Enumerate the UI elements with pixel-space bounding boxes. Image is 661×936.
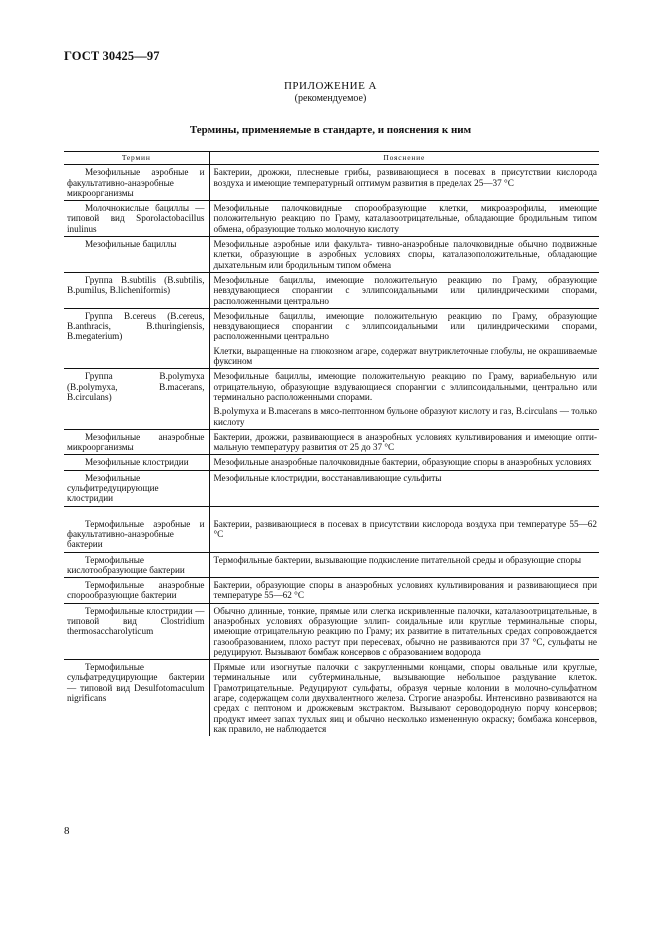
table-row: [64, 455, 599, 470]
terms-table: [64, 151, 599, 736]
explanation-cell: Прямые или изогнутые палочки с закругленными концами, споры овальные или круглые, терминальные или субтерминальные, вызывающие небольшое раздувание клеток. Грамотрицательные. Редуцируют сульфаты, образуя черные колонии в молочно-сульфатном агаре, содержащем соли двухвалентного железа. Строгие анаэробы. Интенсивно развиваются на средах с пептоном и дрожжевым экстрактом. Вызывают сероводородную порчу консервов; продукт имеет запах тухлых яиц и обычно несколько измененную окраску; бомбажа консервов, как правило, не наблюдается: [209, 660, 599, 737]
table-row: [64, 237, 599, 273]
explanation-cell: Мезофильные палочковидные спорообразующие клетки, микроаэрофилы, имеющие положительную реакцию по Граму, каталазоотрицательные, обладающие бродильным типом обмена, образующие только молочную кислоту: [209, 201, 599, 237]
term-cell: [64, 404, 209, 429]
explanation-cell: Клетки, выращенные на глюкозном агаре, содержат внутриклеточные глобулы, не окрашиваемые фуксином: [213, 345, 597, 367]
explanation-cell: Мезофильные аэробные или факульта- тивно-анаэробные палочковидные обычно подвижные клетки, образующие в аэробных условиях споры, каталазоположительные, обладающие дыхательным или бродильным типом обмена: [209, 237, 599, 273]
table-body: [64, 165, 599, 736]
page-number: 8: [64, 825, 70, 837]
explanation-cell: Мезофильные анаэробные палочковидные бактерии, образующие споры в анаэробных условиях: [209, 455, 599, 470]
term-cell: Мезофильные сульфитредуцирующие клостридии: [64, 470, 209, 506]
explanation-cell: Бактерии, образующие споры в анаэробных условиях культивирования и развивающиеся при температуре 55—62 °С: [209, 578, 599, 604]
table-row: [64, 308, 599, 343]
table-row: [64, 344, 599, 369]
term-cell: Термофильные анаэробные спорообразующие бактерии: [64, 578, 209, 604]
term-cell: Группа B.polymyxa (B.polymyxa, B.macerans, B.circulans): [64, 369, 209, 404]
table-row: [64, 506, 599, 552]
annex-title: ПРИЛОЖЕНИЕ А: [283, 80, 377, 92]
explanation-cell: Обычно длинные, тонкие, прямые или слегка искривленные палочки, каталазоотрицательные, в анаэробных условиях образующие эллип- соидальные или круглые терминальные споры, имеющие отрицательную реакцию по Граму; их развитие в питательных средах сопровождается газообразованием, плохо растут при пересевах, обычно не развиваются при 37 °С, сульфаты не редуцируют. Вызывают бомбаж консервов с образованием водорода: [209, 603, 599, 659]
term-cell: Мезофильные анаэробные микроорганизмы: [64, 429, 209, 455]
term-cell: Мезофильные клостридии: [64, 455, 209, 470]
explanation-cell: Мезофильные клостридии, восстанавливающие сульфиты: [209, 470, 599, 506]
table-row: [64, 429, 599, 455]
annex-subtitle: (рекомендуемое): [294, 93, 367, 104]
table-row: [64, 470, 599, 506]
table-row: [64, 272, 599, 308]
term-cell: Группа B.cereus (B.cereus, B.anthracis, B.thuringiensis, B.megaterium): [64, 308, 209, 343]
table-title: Термины, применяемые в стандарте, и пояснения к ним: [189, 124, 472, 136]
standard-code: ГОСТ 30425—97: [64, 49, 160, 63]
table-row: [64, 578, 599, 604]
term-cell: Мезофильные бациллы: [64, 237, 209, 273]
explanation-cell: Мезофильные бациллы, имеющие положительную реакцию по Граму, образующие невздувающиеся спорангии с эллипсоидальными или цилиндрическими спорами, расположенными центрально: [209, 308, 599, 343]
column-header-explanation: Пояснение: [209, 152, 599, 165]
term-cell: Термофильные аэробные и факультативно-анаэробные бактерии: [64, 506, 209, 552]
term-cell: [64, 344, 209, 369]
term-cell: Термофильные кислотообразующие бактерии: [64, 552, 209, 578]
explanation-cell: Термофильные бактерии, вызывающие подкисление питательной среды и образующие споры: [209, 552, 599, 578]
explanation-cell: Бактерии, дрожжи, развивающиеся в анаэробных условиях культивирования и имеющие опти- мальную температуру развития от 25 до 37 °С: [209, 429, 599, 455]
explanation-cell: Бактерии, дрожжи, плесневые грибы, развивающиеся в посевах в присутствии кислорода воздуха и имеющие температурный оптимум развития в пределах 25—37 °С: [209, 165, 599, 201]
column-header-term: Термин: [64, 152, 209, 165]
table-row: [64, 165, 599, 201]
explanation-cell: Мезофильные бациллы, имеющие положительную реакцию по Граму, вариабельную или отрицательную, образующие вздувающиеся спорангии с эллипсоидальными, центрально или терминально расположенными спорами.: [209, 369, 599, 404]
term-cell: Группа B.subtilis (B.subtilis, B.pumilus, B.licheniformis): [64, 272, 209, 308]
table-row: [64, 552, 599, 578]
term-cell: Молочнокислые бациллы — типовой вид Sporolactobacillus inulinus: [64, 201, 209, 237]
term-cell: Термофильные сульфатредуцирующие бактерии — типовой вид Desulfotomaculum nigrificans: [64, 660, 209, 737]
term-cell: Термофильные клостридии — типовой вид Clostridium thermosaccharolyticum: [64, 603, 209, 659]
explanation-cell: B.polymyxa и B.macerans в мясо-пептонном бульоне образуют кислоту и газ, B.circulans — только кислоту: [213, 406, 597, 427]
table-row: [64, 369, 599, 404]
explanation-cell: Мезофильные бациллы, имеющие положительную реакцию по Граму, образующие невздувающиеся спорангии с эллипсоидальными или цилиндрическими спорами, расположенными центрально: [209, 272, 599, 308]
table-header-row: [64, 152, 599, 165]
table-row: [64, 201, 599, 237]
explanation-cell: Бактерии, развивающиеся в посевах в присутствии кислорода воздуха при температуре 55—62 °С: [209, 506, 599, 552]
table-row: [64, 404, 599, 429]
term-cell: Мезофильные аэробные и факультативно-анаэробные микроорганизмы: [64, 165, 209, 201]
table-row: [64, 603, 599, 659]
table-row: [64, 660, 599, 737]
